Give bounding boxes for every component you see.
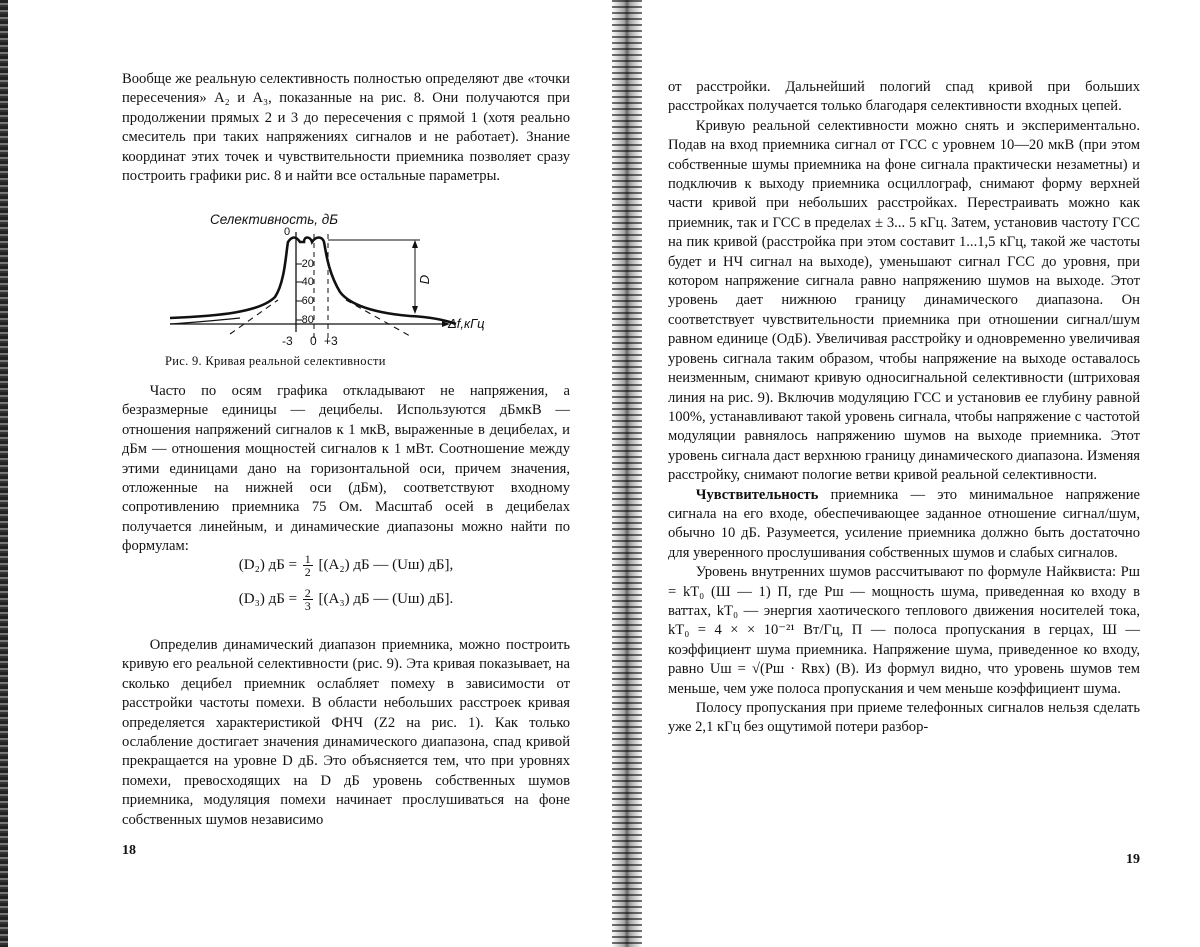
x-tick-label: -3 <box>282 334 293 348</box>
d-arrow-top <box>412 240 418 248</box>
y-tick-label: -60 <box>298 295 314 307</box>
figure-y-axis-label: Селективность, дБ <box>210 212 339 227</box>
fraction: $\frac{1}{2}$ <box>304 552 311 580</box>
single-signal-dashed-right <box>346 300 410 336</box>
d-arrow-bottom <box>412 306 418 314</box>
selectivity-curve-chart <box>110 212 570 352</box>
x-tick-label: 0 <box>310 334 317 348</box>
left-paragraph-3: Определив динамический диапазон приемника, можно построить кривую его реальной селективности (рис. 9). Эта кривая показывает, на сколько децибел приемник ослабляет помеху в зависимости от расстройки частоты помехи. В области небольших расстроек кривая определяется характеристикой ФНЧ (Z2 на рис. 1). Как только ослабление достигает значения динамического диапазона, спад кривой прекращается на уровне D дБ. Это объясняется тем, что при уровнях помехи, превосходящих на D дБ уровень собственных шумов приемника, модуляция помехи начинает прослушиваться на фоне собственных шумов независимо <box>122 637 570 828</box>
formulas-block <box>122 548 570 616</box>
left-paragraph-2: Часто по осям графика откладывают не напряжения, а безразмерные единицы — децибелы. Используются дБмкВ — отношения напряжений сигналов к 1 мкВ, выраженные в децибелах, и дБм — отношения мощностей сигналов к 1 мВт. Соотношение между этими единицами дано на горизонтальной оси, причем значения, отложенные на нижней оси (дБм), соответствуют входному сопротивлению приемника 75 Ом. Масштаб осей в децибелах получается линейным, и динамические диапазоны можно найти по формулам: <box>122 383 570 555</box>
y-tick-label: -40 <box>298 276 314 288</box>
right-paragraph-3: Чувствительность приемника — это минимальное напряжение сигнала на его входе, обеспечивающее заданное отношение сигнал/шум, обычно 10 дБ. Разумеется, усиление приемника должно быть достаточно для уверенного прослушивания собственных шумов и слабых сигналов. <box>668 486 1140 561</box>
formula-d3: (D₃) дБ = $\frac{2}{3}$ [(A₃) дБ — (Uш) дБ]. <box>238 586 454 614</box>
right-paragraph-2: Кривую реальной селективности можно снять и экспериментально. Подав на вход приемника сигнал от ГСС с уровнем 10—20 мкВ (при этом собственные шумы приемника на фоне сигнала практически незаметны) и подключив к выходу приемника осциллограф, снимают форму верхней части кривой при небольших расстройках. Перестраивать можно как приемник, так и ГСС в пределах ± 3... 5 кГц. Затем, установив частоту ГСС на пик кривой (расстройка при этом составит 1...1,5 кГц, такой же частоты будет и НЧ сигнал на выходе), уменьшают сигнал ГСС до уровня, при котором напряжение сигнала равно напряжению шумов на выходе. Этот уровень дает нижнюю границу динамического диапазона. Он соответствует чувствительности приемника при отношении сигнал/шум равном единице (ОдБ). Увеличивая расстройку и одновременно увеличивая уровень сигнала таким образом, чтобы напряжение на выходе оставалось неизменным, снимают кривую односигнальной селективности (штриховая линия на рис. 9). Включив модуляцию ГСС и установив ее глубину равной 100%, устанавливают такой уровень сигнала, чтобы напряжение с частотой модуляции равнялось напряжению шумов на выходе приемника. Этот уровень сигнала даст верхнюю границу динамического диапазона. Изменяя расстройку, снимают пологие ветви кривой реальной селективности. <box>668 117 1140 484</box>
right-page <box>668 0 1140 947</box>
page-edge-shadow <box>0 0 8 947</box>
left-flat-branch <box>170 318 240 324</box>
page-number-left: 18 <box>122 843 136 858</box>
single-signal-dashed-left <box>230 300 278 334</box>
right-text-column <box>668 78 1140 738</box>
fraction: $\frac{2}{3}$ <box>304 586 311 614</box>
x-tick-label: +3 <box>324 334 338 348</box>
figure-x-axis-label: Δf,кГц <box>448 316 485 331</box>
page-number-right: 19 <box>1126 852 1140 867</box>
left-paragraph-1: Вообще же реальную селективность полностью определяют две «точки пересечения» A₂ и A₃, показанные на рис. 8. Они получаются при продолжении прямых 2 и 3 до пересечения с прямой 1 (хотя реально смеситель при таких напряжениях сигналов и не работает). Знание координат этих точек и чувствительности приемника позволяет сразу построить графики рис. 8 и найти все остальные параметры. <box>122 71 570 185</box>
right-paragraph-1: от расстройки. Дальнейший пологий спад кривой при больших расстройках получается только благодаря селективности входных цепей. <box>668 79 1140 115</box>
d-label: D <box>417 274 433 285</box>
formula-d2: (D₂) дБ = $\frac{1}{2}$ [(A₂) дБ — (Uш) дБ], <box>238 552 454 580</box>
book-gutter <box>612 0 642 947</box>
y-tick-label: -20 <box>298 258 314 270</box>
right-paragraph-5: Полосу пропускания при приеме телефонных сигналов нельзя сделать уже 2,1 кГц без ощутимой потери разбор- <box>668 700 1140 736</box>
figure-9 <box>110 212 570 372</box>
sensitivity-term: Чувствительность <box>695 486 819 503</box>
figure-caption: Рис. 9. Кривая реальной селективности <box>165 354 386 368</box>
left-page <box>110 0 570 947</box>
y-tick-label: 0 <box>284 226 291 238</box>
right-paragraph-4: Уровень внутренних шумов рассчитывают по формуле Найквиста: Pш = kT₀ (Ш — 1) П, где Pш — мощность шума, приведенная ко входу в ваттах, kT₀ — энергия хаотического теплового движения носителей тока, kT₀ = 4 × × 10⁻²¹ Вт/Гц, П — полоса пропускания в герцах, Ш — коэффициент шума приемника. Напряжение шума, приведенное ко входу, равно Uш = √(Pш · Rвх) (В). Из формул видно, что уровень шумов тем меньше, чем уже полоса пропускания и чем меньше коэффициент шума. <box>668 564 1140 697</box>
y-tick-label: -80 <box>298 314 314 326</box>
